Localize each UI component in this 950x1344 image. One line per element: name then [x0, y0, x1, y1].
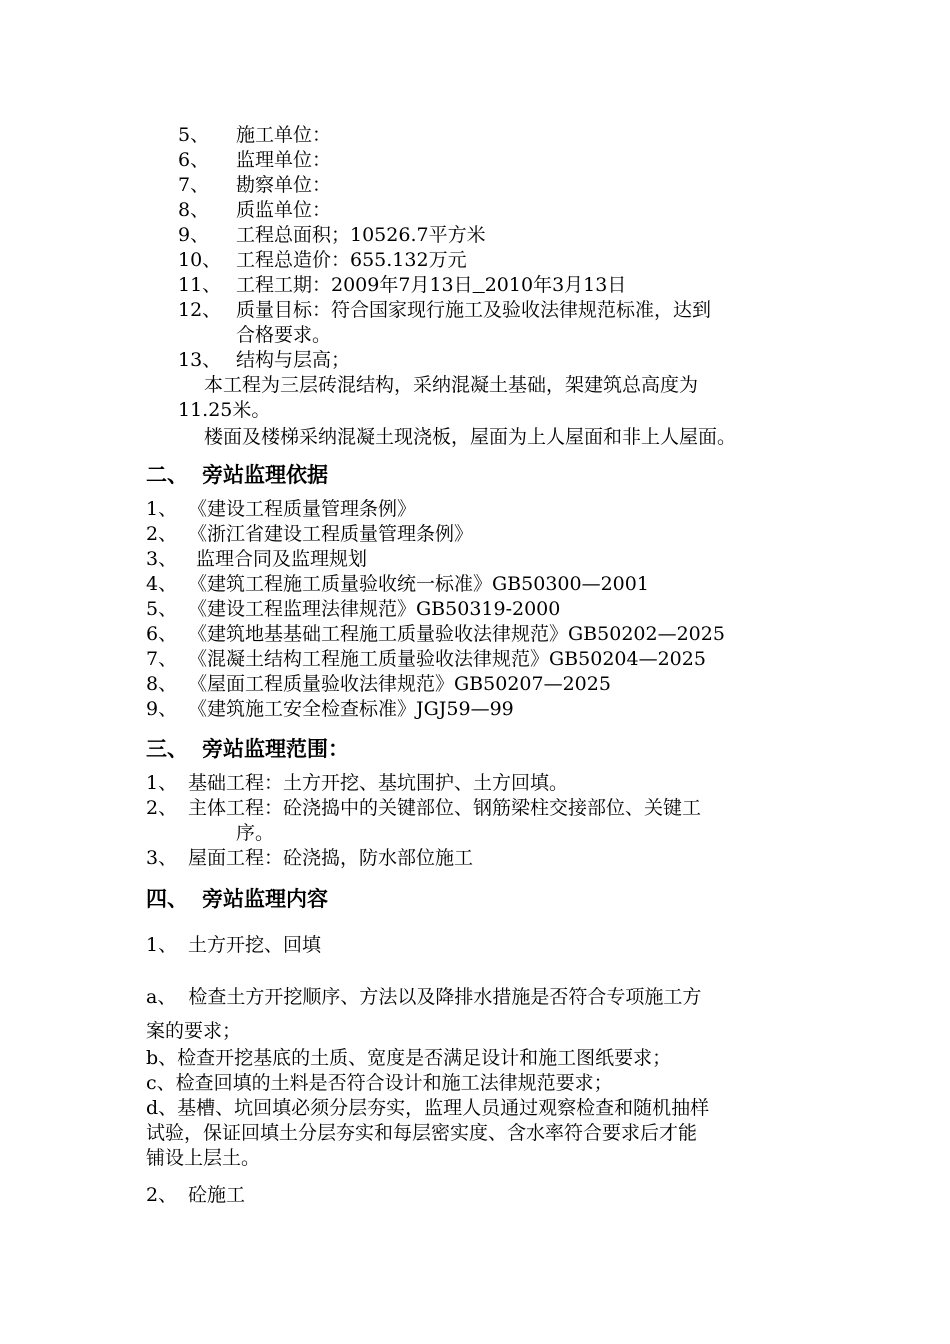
section-heading [146, 883, 328, 913]
list-number: 6、 [146, 623, 178, 645]
list-item: 工程总造价：655.132万元 [236, 249, 467, 271]
list-number: 7、 [178, 174, 210, 196]
subsection-number: 1、 [146, 934, 178, 956]
list-item: 勘察单位： [236, 174, 332, 196]
period-end: 2010年3月13日 [484, 274, 627, 296]
list-number: 10、 [178, 249, 222, 271]
list-number: 2、 [146, 523, 178, 545]
period-separator [473, 274, 485, 296]
list-item: 《建筑工程施工质量验收统一标准》GB50300—2001 [188, 573, 649, 595]
paragraph-line: d、基槽、坑回填必须分层夯实，监理人员通过观察检查和随机抽样 [146, 1097, 710, 1119]
list-item: 质量目标：符合国家现行施工及验收法律规范标准，达到 [236, 299, 712, 321]
list-number: 8、 [178, 199, 210, 221]
list-number: 5、 [178, 124, 210, 146]
section-title: 旁站监理内容 [202, 886, 328, 911]
list-item: 《建设工程质量管理条例》 [188, 498, 417, 520]
list-number: 11、 [178, 274, 222, 296]
list-item: 《建设工程监理法律规范》GB50319-2000 [188, 598, 561, 620]
list-number: 13、 [178, 349, 222, 371]
list-number: 2、 [146, 797, 178, 819]
list-item: 《建筑施工安全检查标准》JGJ59—99 [188, 698, 514, 720]
paragraph-line: c、检查回填的土料是否符合设计和施工法律规范要求； [146, 1072, 613, 1094]
list-number: 1、 [146, 772, 178, 794]
list-item: 质监单位： [236, 199, 332, 221]
paragraph-line: 案的要求； [146, 1020, 242, 1042]
section-number: 三、 [146, 736, 188, 761]
list-item: 监理单位： [236, 149, 332, 171]
list-number: 6、 [178, 149, 210, 171]
section-title: 旁站监理依据 [202, 462, 328, 487]
list-item: 《浙江省建设工程质量管理条例》 [188, 523, 474, 545]
list-item: 主体工程：砼浇捣中的关键部位、钢筋梁柱交接部位、关键工 [188, 797, 702, 819]
subsection-number: 2、 [146, 1184, 178, 1206]
paragraph-line: 11.25米。 [178, 399, 271, 421]
subsection-title: 砼施工 [188, 1184, 246, 1206]
paragraph-line: 铺设上层土。 [146, 1147, 261, 1169]
subsection-title: 土方开挖、回填 [188, 934, 322, 956]
list-item: 工程总面积；10526.7平方米 [236, 224, 486, 246]
section-heading [146, 459, 328, 489]
section-heading [146, 733, 349, 763]
list-item: 《混凝土结构工程施工质量验收法律规范》GB50204—2025 [188, 648, 706, 670]
section-number: 四、 [146, 886, 188, 911]
list-number: 5、 [146, 598, 178, 620]
list-number: 12、 [178, 299, 222, 321]
list-number: 9、 [178, 224, 210, 246]
paragraph-line: 试验，保证回填土分层夯实和每层密实度、含水率符合要求后才能 [146, 1122, 698, 1144]
list-item-continuation: 序。 [236, 822, 275, 844]
paragraph-line: a、 检查土方开挖顺序、方法以及降排水措施是否符合专项施工方 [146, 986, 702, 1008]
paragraph-line: b、检查开挖基底的土质、宽度是否满足设计和施工图纸要求； [146, 1047, 672, 1069]
list-number: 4、 [146, 573, 178, 595]
period-start: 工程工期：2009年7月13日 [236, 274, 473, 296]
paragraph-line: 楼面及楼梯采纳混凝土现浇板，屋面为上人屋面和非上人屋面。 [204, 426, 737, 448]
list-number: 3、 [146, 847, 178, 869]
section-title: 旁站监理范围： [202, 736, 349, 761]
list-number: 7、 [146, 648, 178, 670]
list-item: 屋面工程：砼浇捣，防水部位施工 [188, 847, 474, 869]
list-item: 《建筑地基基础工程施工质量验收法律规范》GB50202—2025 [188, 623, 725, 645]
list-item: 结构与层高； [236, 349, 351, 371]
list-item: 基础工程：土方开挖、基坑围护、土方回填。 [188, 772, 569, 794]
list-item: 《屋面工程质量验收法律规范》GB50207—2025 [188, 673, 611, 695]
list-number: 1、 [146, 498, 178, 520]
list-number: 9、 [146, 698, 178, 720]
list-item [236, 273, 626, 298]
list-item: 监理合同及监理规划 [196, 548, 368, 570]
list-number: 8、 [146, 673, 178, 695]
section-number: 二、 [146, 462, 188, 487]
list-item-continuation: 合格要求。 [236, 324, 332, 346]
list-item: 施工单位： [236, 124, 332, 146]
paragraph-line: 本工程为三层砖混结构，采纳混凝土基础，架建筑总高度为 [204, 374, 699, 396]
list-number: 3、 [146, 548, 178, 570]
